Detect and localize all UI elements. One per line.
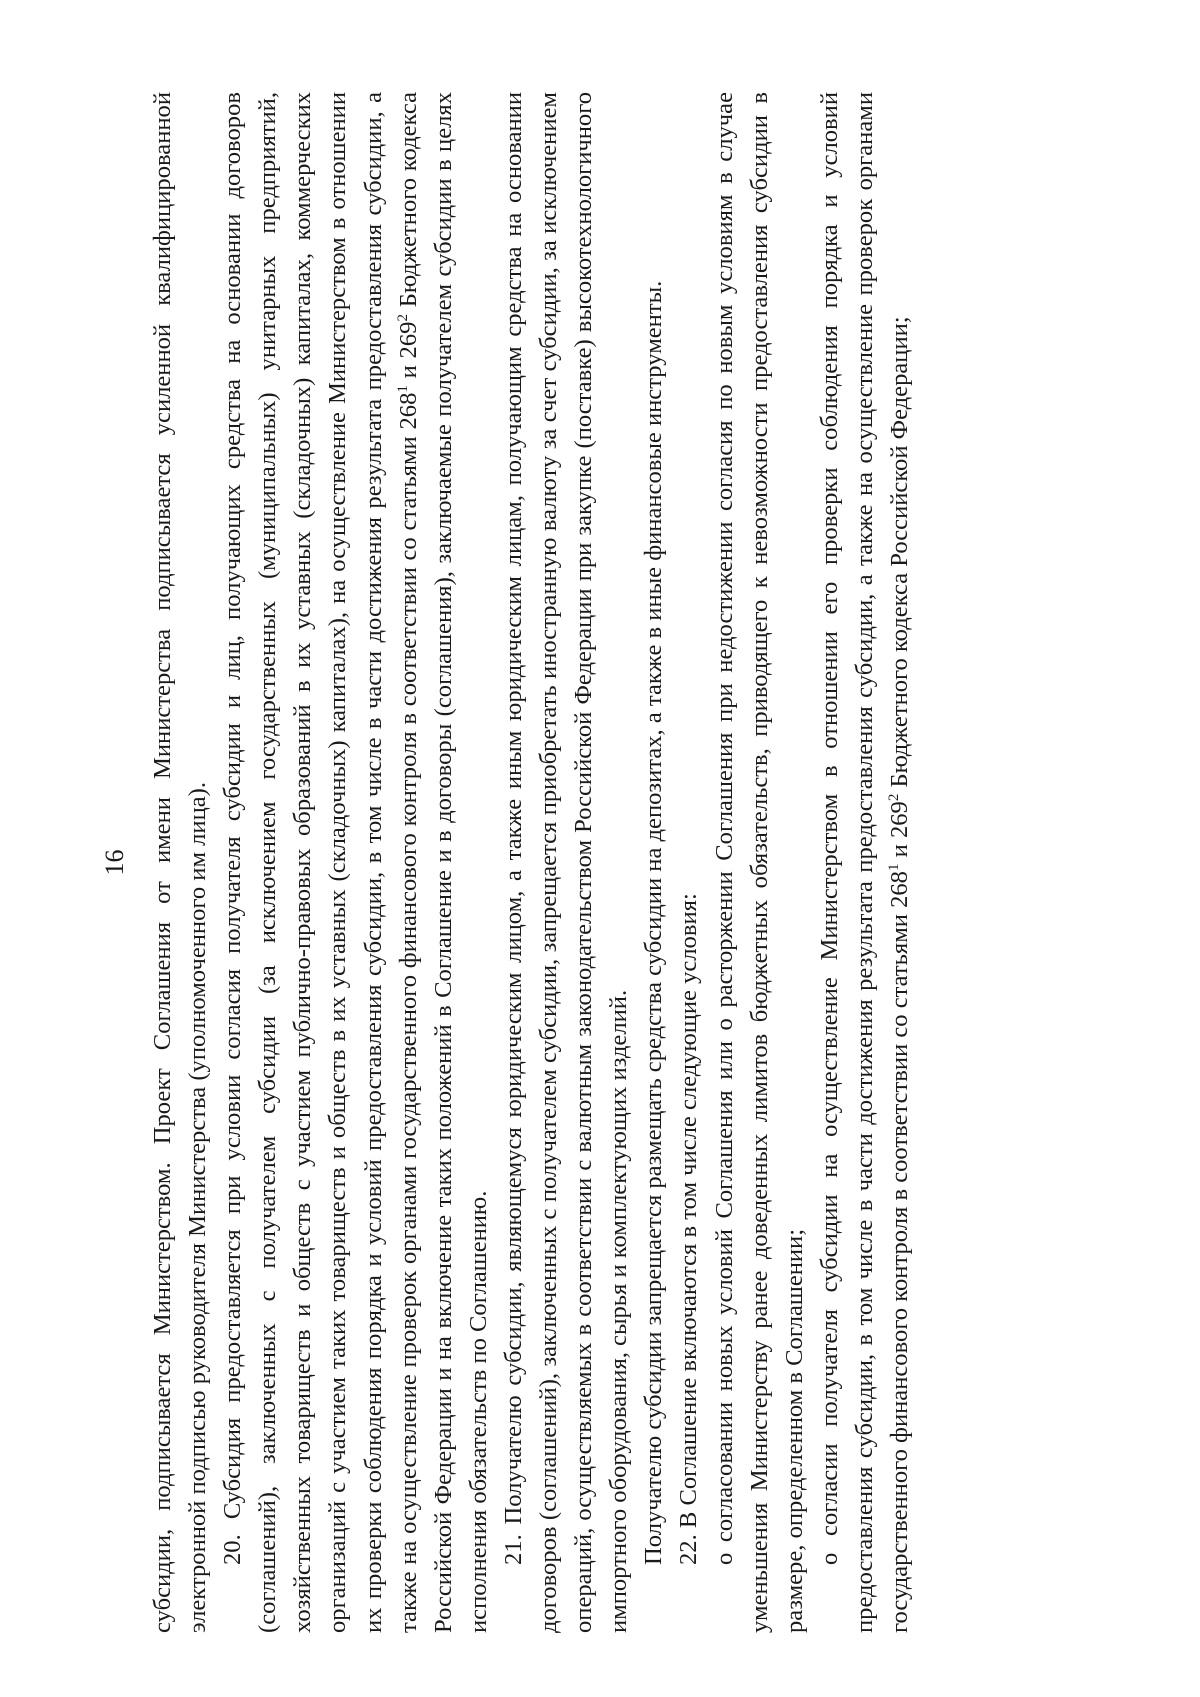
paragraph-22: 22. В Соглашение включаются в том числе следующие условия: xyxy=(675,893,703,1565)
document-body xyxy=(145,92,917,1633)
paragraph-22-condition-2: о согласии получателя субсидии на осуществление Министерством в отношении его проверки соблюдения порядка и условий предоставления субсидии, в том числе в части достижения результата предоставления субсидии, а также на осуществление проверок органами государственного финансового контроля в соответствии со статьями $268^1$ и $269^2$ Бюджетного кодекса Российской Федерации; xyxy=(815,92,913,1633)
paragraph-21: 21. Получателю субсидии, являющемуся юридическим лицом, а также иным юридическим лицам, получающим средства на основании договоров (соглашений), заключенных с получателем субсидии, запрещается приобретать иностранную валюту за счет субсидии, за исключением операций, осуществляемых в соответствии с валютным законодательством Российской Федерации при закупке (поставке) высокотехнологичного импортного оборудования, сырья и комплектующих изделий. xyxy=(499,92,633,1633)
paragraph-deposits: Получателю субсидии запрещается размещать средства субсидии на депозитах, а также в иные финансовые инструменты. xyxy=(640,280,668,1565)
page-number: 16 xyxy=(100,849,129,876)
paragraph-20: 20. Субсидия предоставляется при условии согласия получателя субсидии и лиц, получающих средства на основании договоров (соглашений), заключенных с получателем субсидии (за исключением государственных (муниципальных) унитарных предприятий, хозяйственных товариществ и обществ с участием публично-правовых образований в их уставных (складочных) капиталах, коммерческих организаций с участием таких товариществ и обществ в их уставных (складочных) капиталах), на осуществление Министерством в отношении их проверки соблюдения порядка и условий предоставления субсидии, в том числе в части достижения результата предоставления субсидии, а также на осуществление проверок органами государственного финансового контроля в соответствии со статьями $268^1$ и $269^2$ Бюджетного кодекса Российской Федерации и на включение таких положений в Соглашение и в договоры (соглашения), заключаемые получателем субсидии в целях исполнения обязательств по Соглашению. xyxy=(219,92,492,1633)
paragraph-22-condition-1: о согласовании новых условий Соглашения или о расторжении Соглашения при недостижении согласия по новым условиям в случае уменьшения Министерству ранее доведенных лимитов бюджетных обязательств, приводящего к невозможности предоставления субсидии в размере, определенном в Соглашении; xyxy=(710,92,808,1633)
rotated-page xyxy=(90,80,1110,1645)
paragraph-1: субсидии, подписывается Министерством. Проект Соглашения от имени Министерства подписывается усиленной квалифицированной электронной подписью руководителя Министерства (уполномоченного им лица). xyxy=(149,92,212,1633)
